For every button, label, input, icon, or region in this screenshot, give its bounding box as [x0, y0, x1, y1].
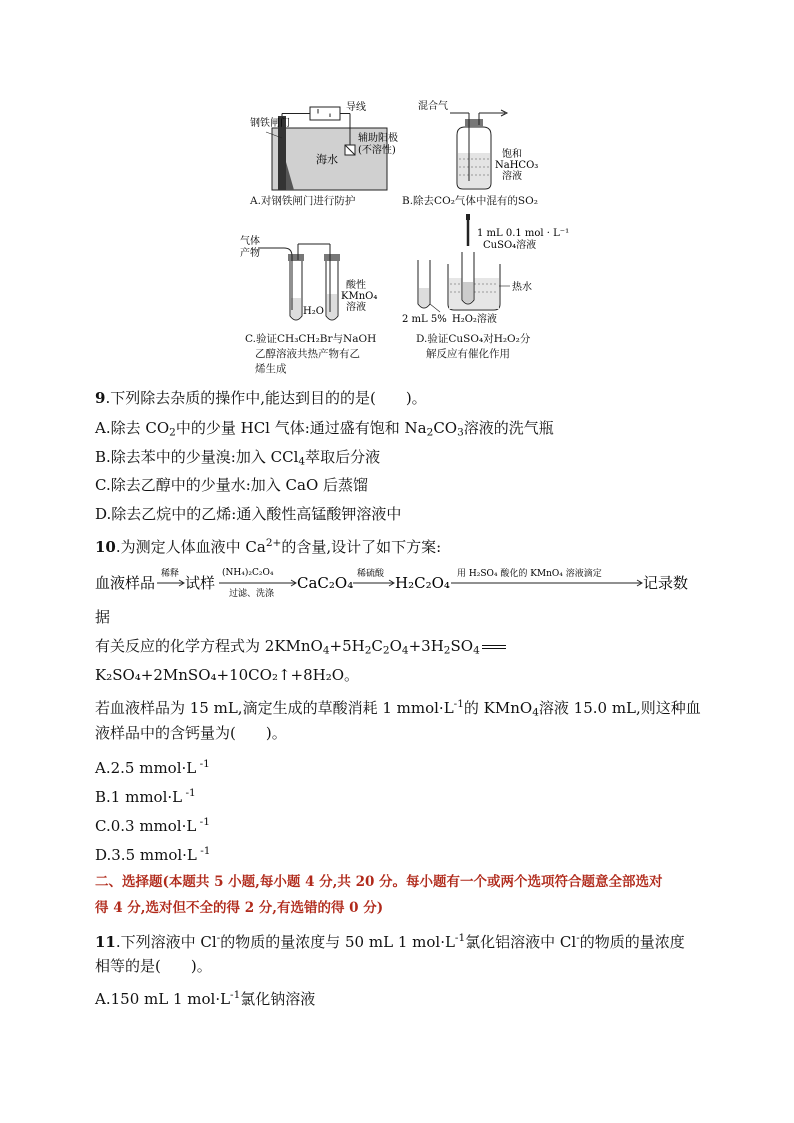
flow-acid: 稀硫酸 — [357, 569, 385, 579]
figure-c-caption-2: 乙醇溶液共热产物有乙 — [255, 348, 360, 360]
flow-blood-sample: 血液样品 — [95, 574, 156, 592]
ethylene-test-apparatus — [238, 232, 388, 332]
wire-label: 导线 — [346, 102, 366, 113]
sea-water-label: 海水 — [316, 153, 338, 166]
flow-reagent: (NH₄)₂C₂O₄ — [222, 568, 274, 578]
hot-water-label: 热水 — [512, 282, 532, 293]
q11-number: 11 — [95, 932, 116, 951]
q9-stem: 9.下列除去杂质的操作中,能达到目的的是( )。 — [95, 389, 427, 407]
q11-stem-line1: 11.下列溶液中 Cl-的物质的量浓度与 50 mL 1 $mol\cdot L^{-1}$氯化铝溶液中 Cl-的物质的量浓度 — [95, 932, 685, 951]
water-label: H₂O — [303, 306, 324, 317]
figure-c-caption-3: 烯生成 — [255, 363, 287, 375]
q10-option-b: B.1 mmol·L $^{-1}$ — [95, 787, 196, 806]
h2o2-label-2: H₂O₂溶液 — [452, 314, 497, 325]
flow-test-sample: 试样 — [185, 574, 216, 592]
gas-product-label-2: 产物 — [240, 248, 260, 259]
kmno4-label-3: 溶液 — [346, 302, 366, 313]
q10-option-d: D.3.5 mmol·L $^{-1}$ — [95, 845, 211, 864]
q9-number: 9 — [95, 389, 106, 407]
catalysis-apparatus — [400, 212, 570, 330]
q9-option-c: C.除去乙醇中的少量水:加入 CaO 后蒸馏 — [95, 476, 369, 494]
kmno4-label-1: 酸性 — [346, 280, 366, 291]
q11-option-a: A.150 mL 1 $mol\cdot L^{-1}$氯化钠溶液 — [95, 989, 316, 1008]
h2o2-label-1: 2 mL 5% — [402, 314, 447, 325]
flow-h2c2o4: H₂C₂O₄ — [395, 574, 450, 592]
q9-option-a: A.除去 $CO_2$中的少量 HCl 气体:通过盛有饱和 $Na_2CO_3$溶液的洗气瓶 — [95, 419, 554, 439]
gate-label: 钢铁闸门 — [250, 118, 290, 129]
flow-cac2o4: CaC₂O₄ — [297, 574, 354, 592]
figure-a-caption: A.对钢铁闸门进行防护 — [250, 195, 356, 207]
cuso4-label-1: 1 mL 0.1 mol · L⁻¹ — [477, 228, 570, 239]
nahco3-label-1: 饱和 — [502, 149, 522, 160]
anode-note-label: (不溶性) — [358, 145, 396, 156]
mixed-gas-label: 混合气 — [418, 101, 448, 112]
q9-option-d: D.除去乙烷中的乙烯:通入酸性高锰酸钾溶液中 — [95, 505, 402, 523]
flow-record-continued: 据 — [95, 608, 111, 626]
nahco3-label-3: 溶液 — [502, 171, 522, 182]
figure-d-caption-2: 解反应有催化作用 — [426, 348, 510, 360]
gas-product-label-1: 气体 — [240, 236, 260, 247]
section2-heading-line1: 二、选择题(本题共 5 小题,每小题 4 分,共 20 分。每小题有一个或两个选项符合题意全部选对 — [95, 874, 663, 890]
titration-scheme — [95, 560, 705, 602]
section2-heading-line2: 得 4 分,选对但不全的得 2 分,有选错的得 0 分) — [95, 900, 384, 916]
figure-d-caption-1: D.验证CuSO₄对H₂O₂分 — [416, 333, 531, 345]
gas-washing-bottle — [415, 95, 565, 195]
figure-b-caption: B.除去CO₂气体中混有的SO₂ — [402, 195, 538, 207]
figure-b — [415, 95, 565, 195]
flow-filter: 过滤、洗涤 — [229, 589, 275, 599]
q10-condition-1: 若血液样品为 15 mL,滴定生成的草酸消耗 1 $mmol\cdot L^{-1}$的 KMnO$_4$溶液 15.0 mL,则这种血 — [95, 698, 701, 719]
nahco3-label-2: NaHCO₃ — [495, 160, 539, 171]
anode-label: 辅助阳极 — [358, 133, 398, 144]
q9-option-b: B.除去苯中的少量溴:加入 CCl$_4$萃取后分液 — [95, 448, 381, 468]
figure-c — [238, 232, 388, 332]
flow-dilute: 稀释 — [161, 569, 180, 579]
q10-equation-line1: 有关反应的化学方程式为 $2KMnO_4+5H_2C_2O_4+3H_2SO_4$ — [95, 636, 506, 661]
q10-equation-line2: K₂SO₄+2MnSO₄+10CO₂↑+8H₂O。 — [95, 666, 360, 684]
q10-number: 10 — [95, 537, 116, 556]
q10-option-c: C.0.3 mmol·L $^{-1}$ — [95, 816, 210, 835]
q10-stem: 10.为测定人体血液中 $Ca^{2+}$的含量,设计了如下方案: — [95, 537, 442, 556]
flow-record: 记录数 — [643, 574, 689, 592]
q10-condition-2: 液样品中的含钙量为( )。 — [95, 724, 287, 742]
flow-titrate: 用 H₂SO₄ 酸化的 KMnO₄ 溶液滴定 — [457, 569, 602, 579]
kmno4-label-2: KMnO₄ — [341, 291, 378, 302]
q11-stem-line2: 相等的是( )。 — [95, 957, 212, 975]
figure-d — [400, 212, 570, 330]
q10-flowchart — [95, 560, 705, 602]
figure-c-caption-1: C.验证CH₃CH₂Br与NaOH — [245, 333, 377, 345]
q10-option-a: A.2.5 mmol·L $^{-1}$ — [95, 758, 210, 777]
cuso4-label-2: CuSO₄溶液 — [483, 240, 537, 251]
